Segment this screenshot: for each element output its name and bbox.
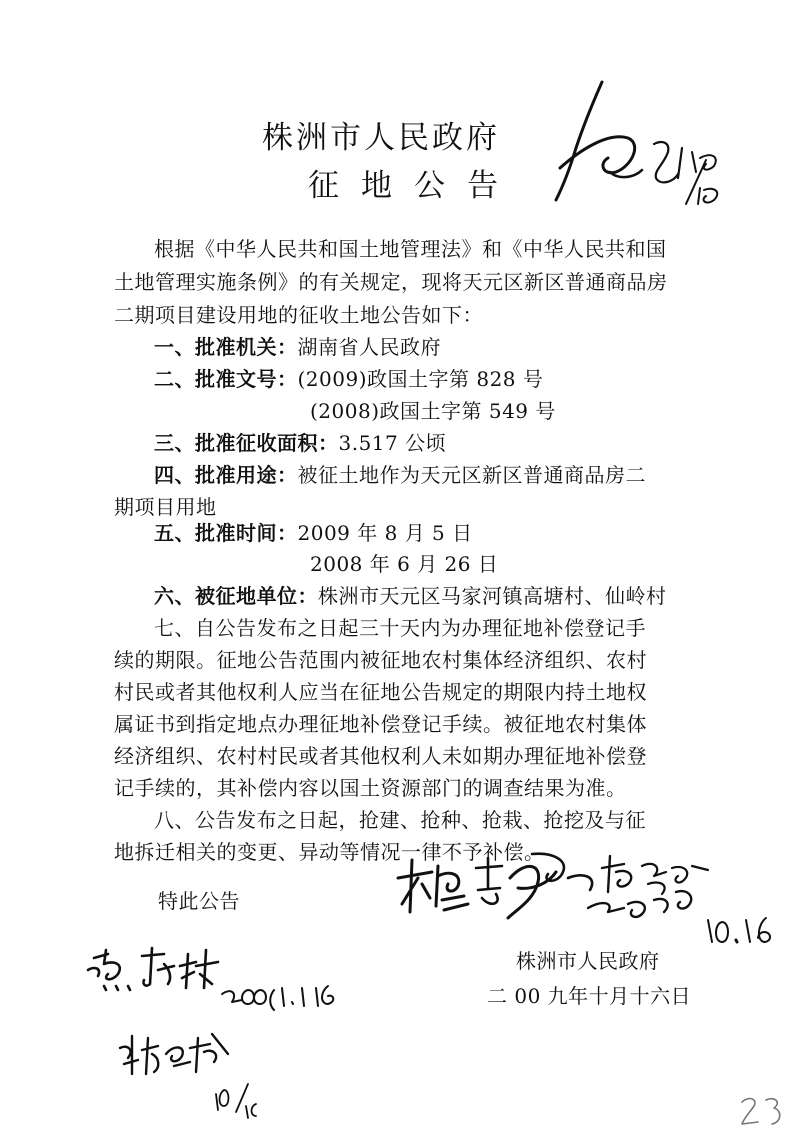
handwritten-page-number [736, 1094, 786, 1128]
clause7-line-1: 七、自公告发布之日起三十天内为办理征地补偿登记手 [154, 616, 646, 640]
item-purpose-cont: 期项目用地 [114, 495, 217, 519]
document-subtitle: 征地公告 [308, 168, 520, 204]
item-label: 二、批准文号： [154, 367, 298, 391]
handwritten-signature-bottom-left-2 [112, 1024, 262, 1120]
handwritten-date-middle-right [700, 912, 776, 952]
document-title: 株洲市人民政府 [262, 120, 500, 156]
clause7-line-2: 续的期限。征地公告范围内被征地农村集体经济组织、农村 [114, 648, 647, 672]
item-label: 五、批准时间： [154, 521, 298, 545]
item-units [154, 581, 667, 612]
item-area [154, 428, 446, 459]
handwritten-signatures-middle [392, 848, 716, 928]
intro-line-2: 土地管理实施条例》的有关规定，现将天元区新区普通商品房 [114, 270, 668, 294]
item-label: 六、被征地单位： [154, 584, 318, 608]
intro-line-1: 根据《中华人民共和国土地管理法》和《中华人民共和国 [154, 237, 667, 261]
item-purpose [154, 460, 646, 491]
clause7-line-6: 记手续的，其补偿内容以国土资源部门的调查结果为准。 [114, 776, 627, 800]
clause7-line-3: 村民或者其他权利人应当在征地公告规定的期限内持土地权 [114, 680, 647, 704]
issuer-name: 株洲市人民政府 [516, 949, 660, 973]
item-value: 3.517 公顷 [338, 431, 447, 455]
item-value: 2009 年 8 月 5 日 [297, 521, 473, 545]
item-approval-docs-2: (2008)政国土字第 549 号 [310, 399, 556, 423]
item-value: 被征土地作为天元区新区普通商品房二 [297, 463, 646, 487]
clause8-line-2: 地拆迁相关的变更、异动等情况一律不予补偿。 [114, 840, 545, 864]
item-label: 一、批准机关： [154, 335, 298, 359]
closing-text: 特此公告 [158, 889, 240, 913]
item-label: 四、批准用途： [154, 463, 298, 487]
item-label: 三、批准征收面积： [154, 431, 339, 455]
item-approval-docs [154, 364, 543, 395]
handwritten-signature-bottom-left [84, 944, 344, 1016]
item-date [154, 518, 473, 549]
item-value: (2009)政国土字第 828 号 [297, 367, 544, 391]
item-approval-authority [154, 332, 441, 363]
issue-date: 二 00 九年十月十六日 [487, 984, 692, 1008]
clause7-line-4: 属证书到指定地点办理征地补偿登记手续。被征地农村集体 [114, 712, 647, 736]
clause7-line-5: 经济组织、农村村民或者其他权利人未如期办理征地补偿登 [114, 744, 647, 768]
intro-line-3: 二期项目建设用地的征收土地公告如下： [114, 303, 483, 327]
item-value: 株洲市天元区马家河镇高塘村、仙岭村 [318, 584, 667, 608]
clause8-line-1: 八、公告发布之日起，抢建、抢种、抢栽、抢挖及与征 [154, 808, 646, 832]
item-date-2: 2008 年 6 月 26 日 [310, 552, 499, 576]
item-value: 湖南省人民政府 [297, 335, 441, 359]
handwritten-signature-top-right [550, 78, 750, 228]
